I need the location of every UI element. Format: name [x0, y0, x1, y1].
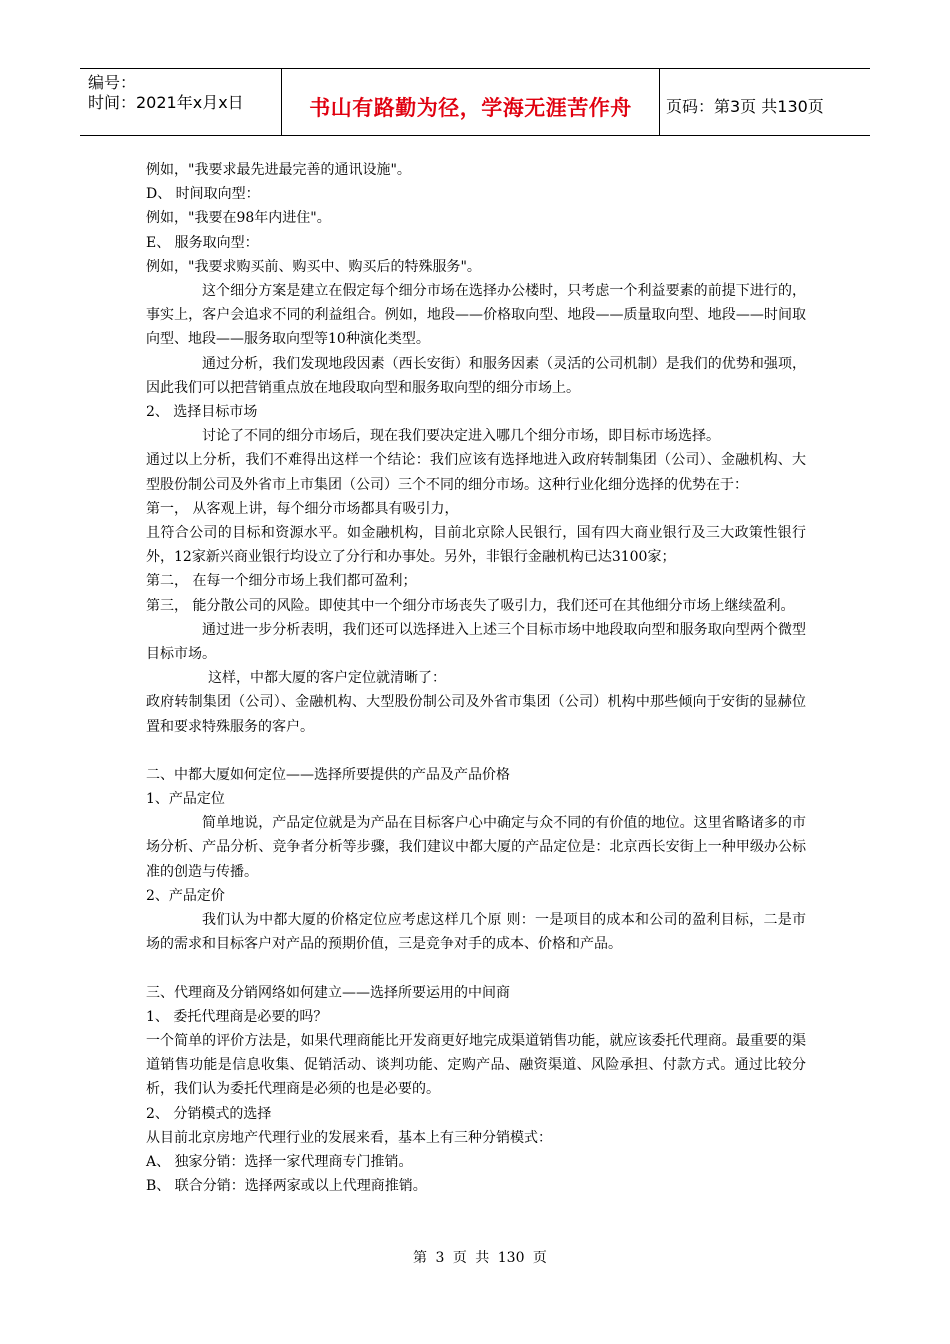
header-motto: 书山有路勤为径，学海无涯苦作舟 [309, 96, 632, 120]
list-item: 第三， 能分散公司的风险。即使其中一个细分市场丧失了吸引力，我们还可在其他细分市场上继续盈利。 [146, 597, 795, 614]
paragraph: 政府转制集团（公司）、金融机构、大型股份制公司及外省市集团（公司）机构中那些倾向于安街的显赫位置和要求特殊服务的客户。 [146, 694, 806, 735]
footer-page-number: 第 3 页 共 130 页 [413, 1250, 547, 1266]
paragraph: 这个细分方案是建立在假定每个细分市场在选择办公楼时，只考虑一个利益要素的前提下进行的，事实上，客户会追求不同的利益组合。例如，地段——价格取向型、地段——质量取向型、地段——时间取向型、地段——服务取向型等10种演化类型。 [146, 283, 806, 348]
section-heading: 2、 选择目标市场 [146, 404, 258, 421]
paragraph: 从目前北京房地产代理行业的发展来看，基本上有三种分销模式： [146, 1129, 552, 1146]
paragraph: 一个简单的评价方法是，如果代理商能比开发商更好地完成渠道销售功能，就应该委托代理商。最重要的渠道销售功能是信息收集、促销活动、谈判功能、定购产品、融资渠道、风险承担、付款方式。通过比较分析，我们认为委托代理商是必须的也是必要的。 [146, 1032, 806, 1098]
header-meta-cell [80, 69, 282, 135]
paragraph: 通过以上分析，我们不难得出这样一个结论：我们应该有选择地进入政府转制集团（公司）、金融机构、大型股份制公司及外省市上市集团（公司）三个不同的细分市场。这种行业化细分选择的优势在于： [146, 452, 806, 493]
document-number-label: 编号： [88, 73, 137, 92]
paragraph: 我们认为中都大厦的价格定位应考虑这样几个原 则：一是项目的成本和公司的盈利目标，二是市场的需求和目标客户对产品的预期价值，三是竞争对手的成本、价格和产品。 [146, 912, 806, 953]
list-item: 第一， 从客观上讲，每个细分市场都具有吸引力， [146, 500, 459, 517]
document-date-label: 时间：2021年x月x日 [88, 93, 244, 112]
paragraph: 这样，中都大厦的客户定位就清晰了： [208, 670, 446, 687]
header-motto-cell [282, 69, 660, 135]
list-item: 第二， 在每一个细分市场上我们都可盈利； [146, 573, 417, 590]
page-footer [0, 1247, 950, 1267]
section-heading: 二、中都大厦如何定位——选择所要提供的产品及产品价格 [146, 766, 510, 783]
subsection-heading: 1、 委托代理商是必要的吗？ [146, 1008, 328, 1025]
paragraph: 通过分析，我们发现地段因素（西长安街）和服务因素（灵活的公司机制）是我们的优势和强项，因此我们可以把营销重点放在地段取向型和服务取向型的细分市场上。 [146, 355, 806, 396]
paragraph: 例如，"我要求购买前、购买中、购买后的特殊服务"。 [146, 258, 481, 275]
paragraph: 简单地说，产品定位就是为产品在目标客户心中确定与众不同的有价值的地位。这里省略诸多的市场分析、产品分析、竞争者分析等步骤，我们建议中都大厦的产品定位是：北京西长安街上一种甲级办公标准的创造与传播。 [146, 815, 806, 880]
list-item: E、 服务取向型： [146, 234, 259, 251]
list-item: D、 时间取向型： [146, 186, 260, 203]
paragraph: 例如，"我要求最先进最完善的通讯设施"。 [146, 162, 411, 178]
document-body [146, 158, 806, 1198]
header-page-info: 页码：第3页 共130页 [666, 96, 824, 116]
paragraph: 讨论了不同的细分市场后，现在我们要决定进入哪几个细分市场，即目标市场选择。 [202, 428, 720, 445]
paragraph: 例如，"我要在98年内进住"。 [146, 210, 331, 227]
header-page-cell [660, 69, 870, 135]
subsection-heading: 1、产品定位 [146, 791, 225, 808]
subsection-heading: 2、 分销模式的选择 [146, 1105, 272, 1122]
subsection-heading: 2、产品定价 [146, 887, 225, 904]
page-header [80, 68, 870, 136]
section-heading: 三、代理商及分销网络如何建立——选择所要运用的中间商 [146, 984, 510, 1001]
paragraph: 通过进一步分析表明，我们还可以选择进入上述三个目标市场中地段取向型和服务取向型两个微型目标市场。 [146, 621, 806, 663]
list-item: B、 联合分销：选择两家或以上代理商推销。 [146, 1178, 427, 1195]
list-item: A、 独家分销：选择一家代理商专门推销。 [146, 1153, 413, 1170]
paragraph: 且符合公司的目标和资源水平。如金融机构，目前北京除人民银行，国有四大商业银行及三大政策性银行外，12家新兴商业银行均设立了分行和办事处。另外，非银行金融机构已达3100家； [146, 525, 806, 566]
